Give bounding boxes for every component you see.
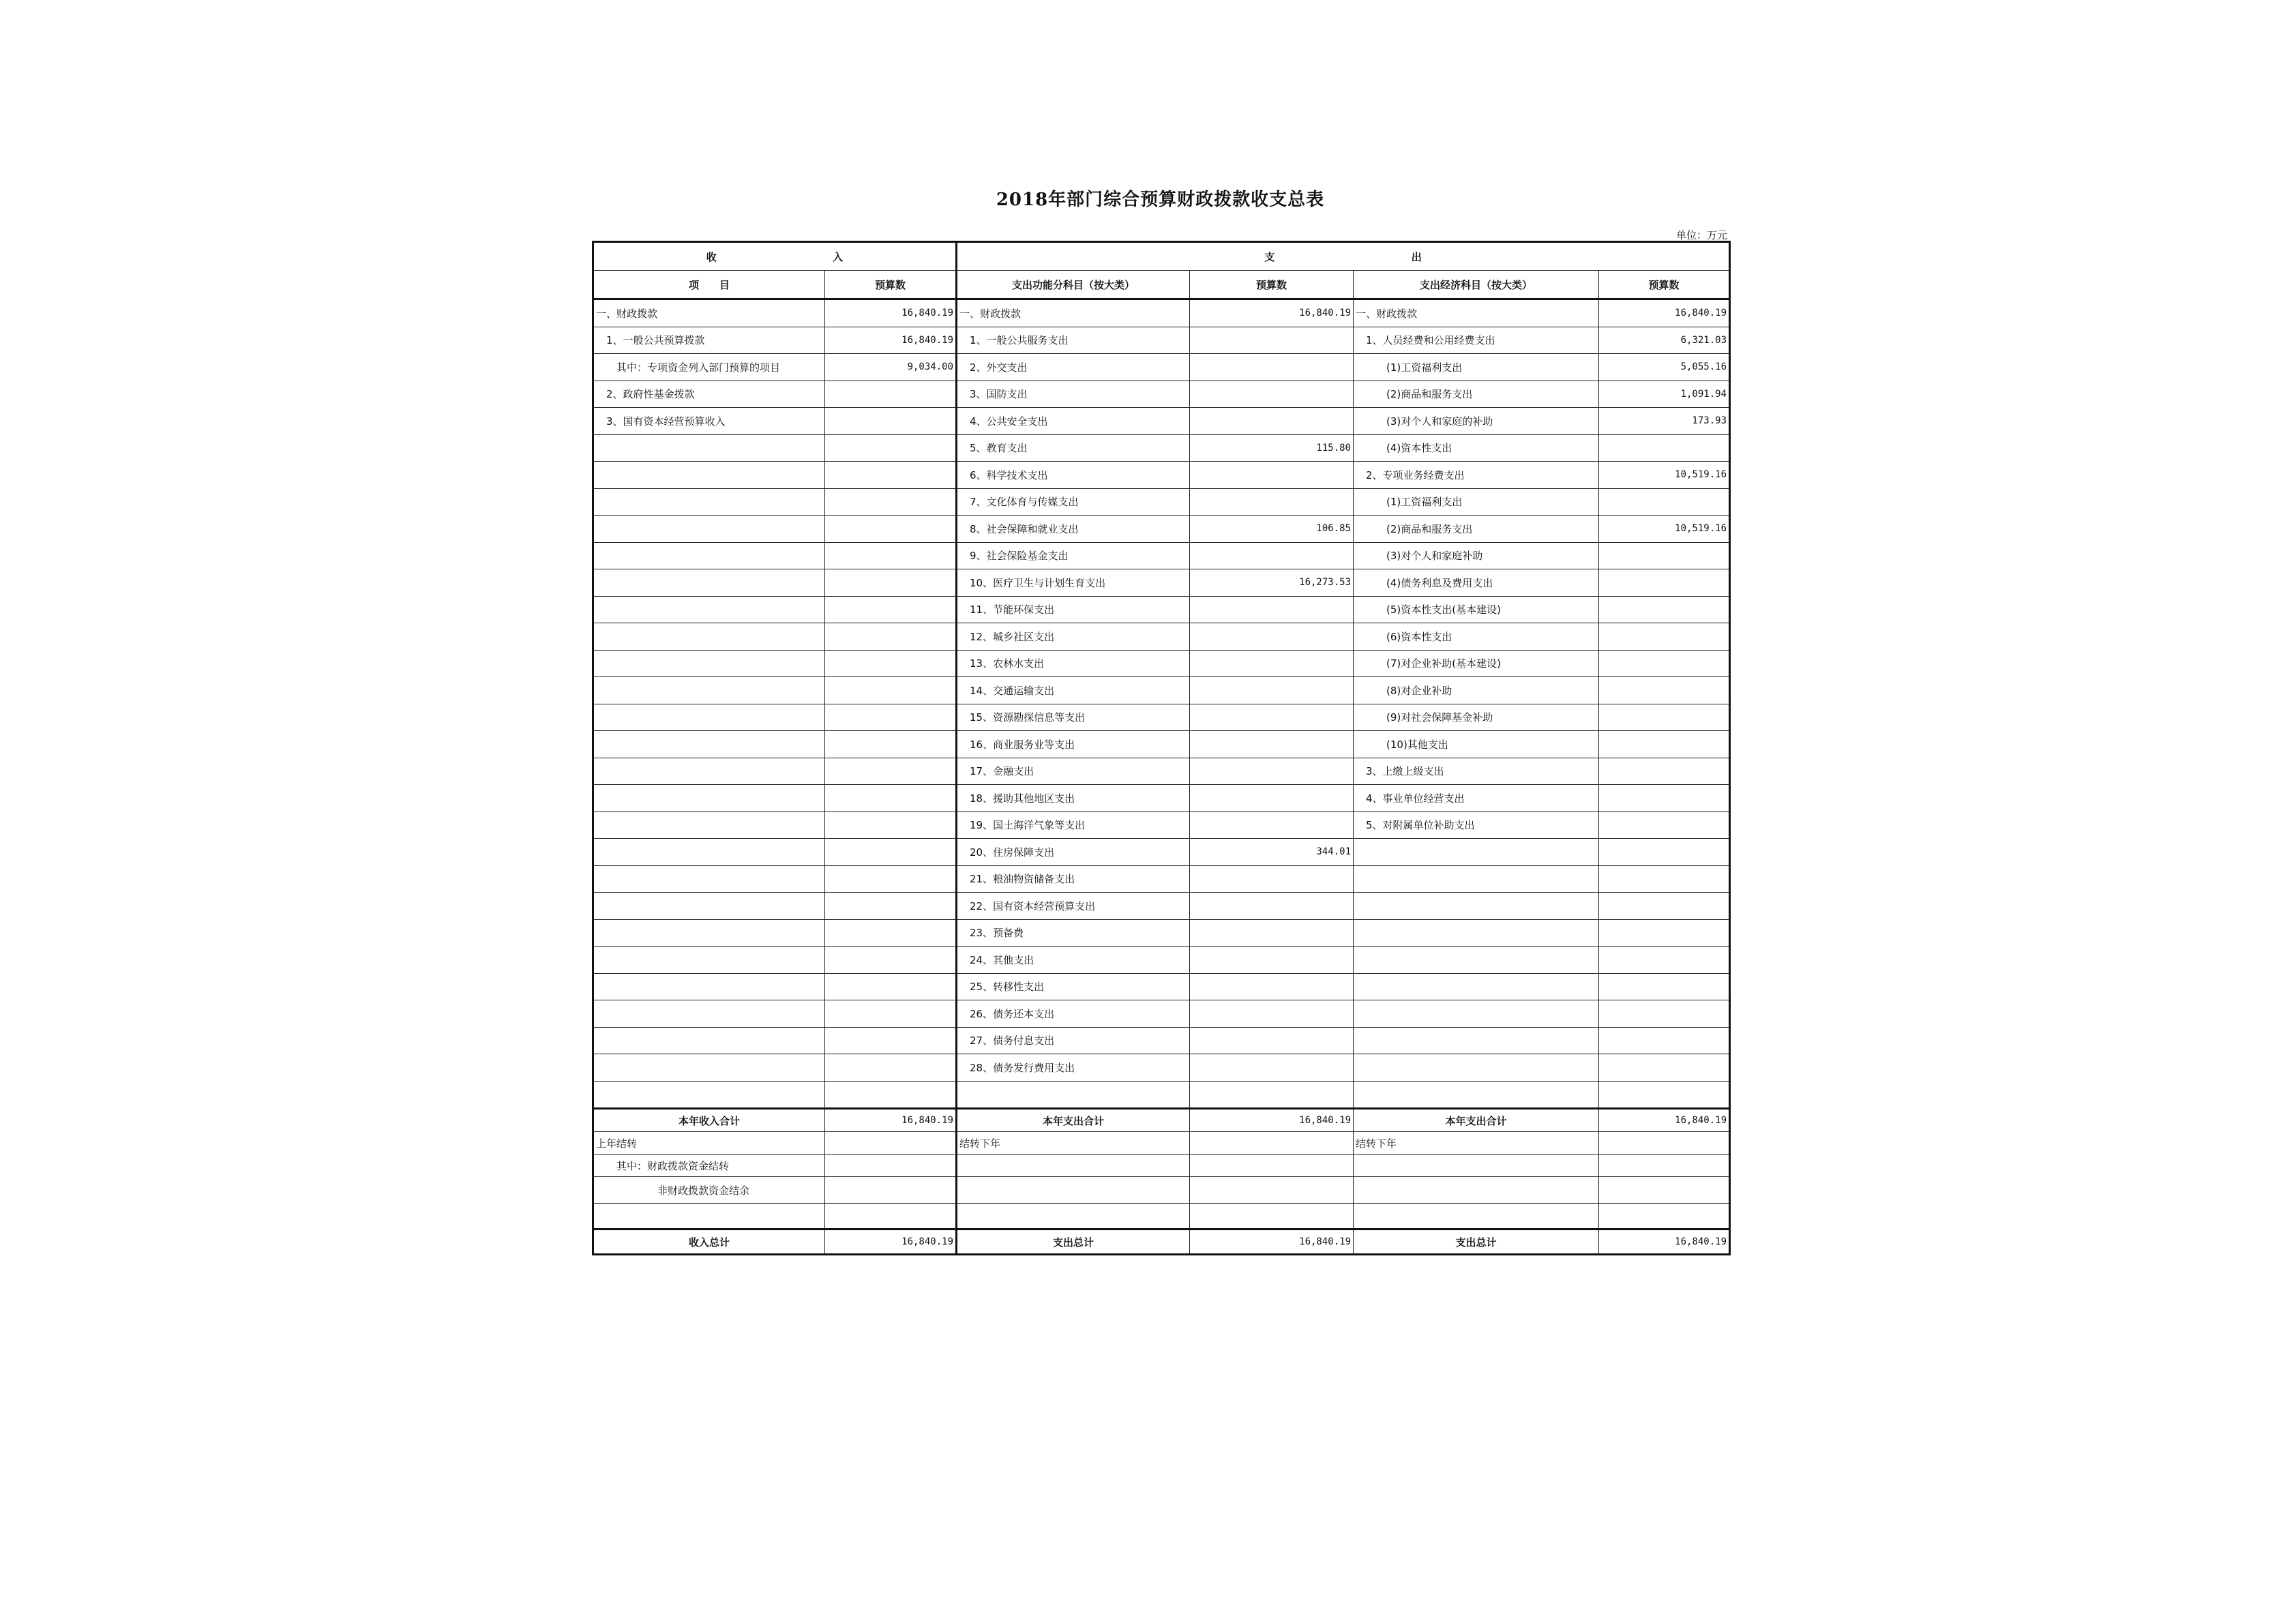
- table-func-item: 11、节能环保支出: [957, 596, 1190, 623]
- tail-income-item: 非财政拨款资金结余: [593, 1177, 825, 1204]
- table-income-item: [593, 839, 825, 866]
- table-econ-item: [1354, 947, 1599, 974]
- header-row: [593, 271, 1730, 299]
- tail-income-budget: [825, 1155, 957, 1177]
- table-income-item: [593, 893, 825, 920]
- table-func-budget: [1190, 1081, 1354, 1109]
- table-func-budget: 115.80: [1190, 434, 1354, 462]
- table-econ-item: 4、事业单位经营支出: [1354, 785, 1599, 812]
- tail-income-budget: [825, 1177, 957, 1204]
- tail-econ-budget: [1599, 1177, 1730, 1204]
- table-row: [593, 1054, 1730, 1082]
- table-income-item: [593, 919, 825, 947]
- table-econ-item: [1354, 1054, 1599, 1082]
- tail-func-budget: [1190, 1177, 1354, 1204]
- grand-total-income-label: 收入总计: [593, 1230, 825, 1255]
- table-func-item: 17、金融支出: [957, 758, 1190, 785]
- table-func-item: 19、国土海洋气象等支出: [957, 812, 1190, 839]
- year-total-income-label: 本年收入合计: [593, 1109, 825, 1132]
- table-income-item: 1、一般公共预算拨款: [593, 327, 825, 354]
- table-econ-budget: [1599, 785, 1730, 812]
- table-econ-budget: 10,519.16: [1599, 516, 1730, 543]
- table-econ-budget: [1599, 893, 1730, 920]
- table-econ-budget: [1599, 973, 1730, 1000]
- table-row: [593, 488, 1730, 516]
- year-total-econ-value: 16,840.19: [1599, 1109, 1730, 1132]
- table-econ-item: (8)对企业补助: [1354, 677, 1599, 704]
- table-econ-budget: [1599, 758, 1730, 785]
- year-total-row: [593, 1109, 1730, 1132]
- table-func-budget: [1190, 919, 1354, 947]
- table-econ-item: (1)工资福利支出: [1354, 488, 1599, 516]
- table-econ-item: 一、财政拨款: [1354, 299, 1599, 327]
- table-income-item: 2、政府性基金拨款: [593, 381, 825, 408]
- table-row: [593, 462, 1730, 489]
- table-income-item: [593, 1027, 825, 1054]
- table-row: [593, 677, 1730, 704]
- table-income-item: 3、国有资本经营预算收入: [593, 408, 825, 435]
- table-func-item: 24、其他支出: [957, 947, 1190, 974]
- table-econ-budget: 1,091.94: [1599, 381, 1730, 408]
- expense-band-a: 支: [1264, 250, 1275, 263]
- table-econ-budget: 6,321.03: [1599, 327, 1730, 354]
- table-income-item: [593, 542, 825, 569]
- table-econ-budget: [1599, 812, 1730, 839]
- header-econ: 支出经济科目（按大类）: [1354, 271, 1599, 299]
- table-income-budget: 16,840.19: [825, 327, 957, 354]
- table-func-item: 12、城乡社区支出: [957, 623, 1190, 651]
- table-func-item: 10、医疗卫生与计划生育支出: [957, 569, 1190, 597]
- table-func-budget: [1190, 327, 1354, 354]
- table-econ-item: [1354, 919, 1599, 947]
- tail-row: [593, 1204, 1730, 1230]
- table-econ-budget: [1599, 731, 1730, 758]
- table-income-item: [593, 1000, 825, 1028]
- table-func-budget: [1190, 408, 1354, 435]
- table-func-budget: [1190, 947, 1354, 974]
- tail-econ-budget: [1599, 1155, 1730, 1177]
- table-func-item: 2、外交支出: [957, 354, 1190, 381]
- table-econ-item: [1354, 1081, 1599, 1109]
- table-func-item: 18、援助其他地区支出: [957, 785, 1190, 812]
- table-income-item: 一、财政拨款: [593, 299, 825, 327]
- table-econ-item: (2)商品和服务支出: [1354, 516, 1599, 543]
- table-econ-item: (10)其他支出: [1354, 731, 1599, 758]
- table-income-budget: [825, 1027, 957, 1054]
- table-func-budget: [1190, 596, 1354, 623]
- tail-func-item: 结转下年: [957, 1132, 1190, 1155]
- tail-econ-item: 结转下年: [1354, 1132, 1599, 1155]
- table-income-budget: [825, 1054, 957, 1082]
- grand-total-row: [593, 1230, 1730, 1255]
- table-econ-item: (7)对企业补助(基本建设): [1354, 650, 1599, 677]
- table-row: [593, 596, 1730, 623]
- table-income-budget: [825, 408, 957, 435]
- table-income-item: [593, 947, 825, 974]
- table-income-item: [593, 462, 825, 489]
- table-income-item: 其中：专项资金列入部门预算的项目: [593, 354, 825, 381]
- table-func-item: 22、国有资本经营预算支出: [957, 893, 1190, 920]
- tail-income-budget: [825, 1204, 957, 1230]
- tail-func-budget: [1190, 1204, 1354, 1230]
- table-func-item: 25、转移性支出: [957, 973, 1190, 1000]
- table-econ-item: (4)债务利息及费用支出: [1354, 569, 1599, 597]
- table-func-budget: [1190, 462, 1354, 489]
- table-func-budget: 16,273.53: [1190, 569, 1354, 597]
- table-func-budget: [1190, 704, 1354, 731]
- table-income-budget: [825, 650, 957, 677]
- table-func-item: 13、农林水支出: [957, 650, 1190, 677]
- tail-econ-item: [1354, 1155, 1599, 1177]
- year-total-func-label: 本年支出合计: [957, 1109, 1190, 1132]
- table-econ-budget: [1599, 919, 1730, 947]
- page-title: 2018年部门综合预算财政拨款收支总表: [996, 190, 1325, 210]
- expense-band: [957, 242, 1730, 271]
- table-func-budget: [1190, 354, 1354, 381]
- table-func-budget: [1190, 542, 1354, 569]
- table-func-item: 15、资源勘探信息等支出: [957, 704, 1190, 731]
- table-income-budget: [825, 381, 957, 408]
- table-income-item: [593, 569, 825, 597]
- grand-total-econ-value: 16,840.19: [1599, 1230, 1730, 1255]
- tail-econ-item: [1354, 1204, 1599, 1230]
- table-func-item: 26、债务还本支出: [957, 1000, 1190, 1028]
- table-econ-budget: [1599, 839, 1730, 866]
- year-total-income-value: 16,840.19: [825, 1109, 957, 1132]
- table-econ-budget: [1599, 596, 1730, 623]
- table-econ-item: (3)对个人和家庭的补助: [1354, 408, 1599, 435]
- table-row: [593, 731, 1730, 758]
- table-func-budget: [1190, 623, 1354, 651]
- table-func-budget: [1190, 812, 1354, 839]
- table-row: [593, 865, 1730, 893]
- table-income-budget: [825, 1081, 957, 1109]
- table-income-budget: [825, 596, 957, 623]
- table-func-item: 5、教育支出: [957, 434, 1190, 462]
- table-econ-item: [1354, 1000, 1599, 1028]
- table-row: [593, 569, 1730, 597]
- table-income-budget: [825, 704, 957, 731]
- tail-income-budget: [825, 1132, 957, 1155]
- table-func-item: 16、商业服务业等支出: [957, 731, 1190, 758]
- table-func-item: 23、预备费: [957, 919, 1190, 947]
- grand-total-func-label: 支出总计: [957, 1230, 1190, 1255]
- table-econ-budget: 10,519.16: [1599, 462, 1730, 489]
- tail-econ-budget: [1599, 1132, 1730, 1155]
- table-func-item: 1、一般公共服务支出: [957, 327, 1190, 354]
- table-econ-budget: [1599, 865, 1730, 893]
- table-func-item: 14、交通运输支出: [957, 677, 1190, 704]
- table-row: [593, 973, 1730, 1000]
- tail-func-budget: [1190, 1132, 1354, 1155]
- table-econ-budget: [1599, 488, 1730, 516]
- table-econ-budget: [1599, 1027, 1730, 1054]
- table-income-budget: [825, 488, 957, 516]
- table-func-item: 9、社会保险基金支出: [957, 542, 1190, 569]
- table-row: [593, 516, 1730, 543]
- grand-total-econ-label: 支出总计: [1354, 1230, 1599, 1255]
- table-row: [593, 408, 1730, 435]
- table-row: [593, 542, 1730, 569]
- table-income-budget: [825, 947, 957, 974]
- tail-income-item: 其中：财政拨款资金结转: [593, 1155, 825, 1177]
- table-income-item: [593, 785, 825, 812]
- year-total-econ-label: 本年支出合计: [1354, 1109, 1599, 1132]
- table-income-budget: 9,034.00: [825, 354, 957, 381]
- table-income-budget: [825, 569, 957, 597]
- tail-row: [593, 1155, 1730, 1177]
- table-income-budget: [825, 516, 957, 543]
- table-econ-item: 2、专项业务经费支出: [1354, 462, 1599, 489]
- tail-func-item: [957, 1204, 1190, 1230]
- table-income-item: [593, 623, 825, 651]
- tail-func-item: [957, 1155, 1190, 1177]
- table-row: [593, 1027, 1730, 1054]
- table-income-budget: [825, 865, 957, 893]
- table-func-budget: [1190, 893, 1354, 920]
- table-econ-budget: [1599, 1000, 1730, 1028]
- table-func-budget: [1190, 381, 1354, 408]
- band-row: [593, 242, 1730, 271]
- table-func-budget: [1190, 758, 1354, 785]
- tail-row: [593, 1177, 1730, 1204]
- table-econ-budget: [1599, 650, 1730, 677]
- unit-label: 单位：万元: [1675, 229, 1727, 241]
- table-income-budget: [825, 758, 957, 785]
- tail-row: [593, 1132, 1730, 1155]
- table-row: [593, 381, 1730, 408]
- table-func-budget: 16,840.19: [1190, 299, 1354, 327]
- tail-func-budget: [1190, 1155, 1354, 1177]
- table-func-budget: [1190, 1000, 1354, 1028]
- table-income-item: [593, 1081, 825, 1109]
- tail-func-item: [957, 1177, 1190, 1204]
- table-row: [593, 650, 1730, 677]
- table-row: [593, 354, 1730, 381]
- table-income-item: [593, 704, 825, 731]
- table-econ-budget: 16,840.19: [1599, 299, 1730, 327]
- table-income-budget: [825, 785, 957, 812]
- table-econ-item: [1354, 893, 1599, 920]
- table-econ-budget: [1599, 542, 1730, 569]
- header-item: 项 目: [593, 271, 825, 299]
- header-income-budget: 预算数: [825, 271, 957, 299]
- table-econ-item: 1、人员经费和公用经费支出: [1354, 327, 1599, 354]
- table-income-item: [593, 596, 825, 623]
- income-band-a: 收: [706, 250, 717, 263]
- income-band-b: 入: [833, 250, 844, 263]
- table-row: [593, 299, 1730, 327]
- header-func-budget: 预算数: [1190, 271, 1354, 299]
- table-func-item: 20、住房保障支出: [957, 839, 1190, 866]
- table-func-item: 3、国防支出: [957, 381, 1190, 408]
- table-income-budget: [825, 542, 957, 569]
- table-row: [593, 947, 1730, 974]
- table-func-item: [957, 1081, 1190, 1109]
- table-econ-item: (6)资本性支出: [1354, 623, 1599, 651]
- table-econ-item: (1)工资福利支出: [1354, 354, 1599, 381]
- table-func-budget: 106.85: [1190, 516, 1354, 543]
- table-row: [593, 785, 1730, 812]
- table-row: [593, 839, 1730, 866]
- table-econ-item: 5、对附属单位补助支出: [1354, 812, 1599, 839]
- table-func-budget: [1190, 677, 1354, 704]
- table-income-item: [593, 488, 825, 516]
- table-func-budget: [1190, 731, 1354, 758]
- table-income-item: [593, 516, 825, 543]
- table-econ-item: [1354, 973, 1599, 1000]
- table-func-item: 28、债务发行费用支出: [957, 1054, 1190, 1082]
- table-econ-item: [1354, 839, 1599, 866]
- table-income-budget: [825, 812, 957, 839]
- table-row: [593, 434, 1730, 462]
- table-econ-budget: [1599, 623, 1730, 651]
- table-func-budget: [1190, 785, 1354, 812]
- tail-income-item: [593, 1204, 825, 1230]
- table-func-item: 6、科学技术支出: [957, 462, 1190, 489]
- tail-econ-budget: [1599, 1204, 1730, 1230]
- table-income-item: [593, 758, 825, 785]
- table-row: [593, 919, 1730, 947]
- year-total-func-value: 16,840.19: [1190, 1109, 1354, 1132]
- table-func-item: 4、公共安全支出: [957, 408, 1190, 435]
- header-func: 支出功能分科目（按大类）: [957, 271, 1190, 299]
- table-income-budget: 16,840.19: [825, 299, 957, 327]
- table-row: [593, 1081, 1730, 1109]
- table-func-budget: [1190, 650, 1354, 677]
- table-row: [593, 758, 1730, 785]
- table-func-item: 8、社会保障和就业支出: [957, 516, 1190, 543]
- table-econ-item: (9)对社会保障基金补助: [1354, 704, 1599, 731]
- table-row: [593, 1000, 1730, 1028]
- grand-total-func-value: 16,840.19: [1190, 1230, 1354, 1255]
- table-row: [593, 327, 1730, 354]
- table-income-budget: [825, 919, 957, 947]
- table-income-item: [593, 1054, 825, 1082]
- table-func-budget: [1190, 488, 1354, 516]
- table-income-budget: [825, 731, 957, 758]
- table-func-item: 21、粮油物资储备支出: [957, 865, 1190, 893]
- expense-band-b: 出: [1411, 250, 1422, 263]
- table-func-budget: [1190, 973, 1354, 1000]
- table-row: [593, 704, 1730, 731]
- table-row: [593, 623, 1730, 651]
- table-income-budget: [825, 893, 957, 920]
- table-econ-budget: [1599, 434, 1730, 462]
- table-econ-budget: [1599, 677, 1730, 704]
- table-income-item: [593, 731, 825, 758]
- table-econ-budget: 5,055.16: [1599, 354, 1730, 381]
- table-econ-item: 3、上缴上级支出: [1354, 758, 1599, 785]
- table-income-item: [593, 650, 825, 677]
- table-income-budget: [825, 1000, 957, 1028]
- grand-total-income-value: 16,840.19: [825, 1230, 957, 1255]
- header-econ-budget: 预算数: [1599, 271, 1730, 299]
- table-income-budget: [825, 677, 957, 704]
- table-econ-budget: [1599, 569, 1730, 597]
- table-func-budget: [1190, 1054, 1354, 1082]
- table-func-item: 一、财政拨款: [957, 299, 1190, 327]
- table-func-item: 27、债务付息支出: [957, 1027, 1190, 1054]
- table-income-budget: [825, 434, 957, 462]
- table-income-item: [593, 677, 825, 704]
- budget-table: [592, 241, 1731, 1255]
- table-econ-item: (3)对个人和家庭补助: [1354, 542, 1599, 569]
- table-func-budget: [1190, 1027, 1354, 1054]
- table-econ-budget: [1599, 1054, 1730, 1082]
- table-econ-budget: 173.93: [1599, 408, 1730, 435]
- table-income-budget: [825, 623, 957, 651]
- table-income-item: [593, 812, 825, 839]
- table-row: [593, 812, 1730, 839]
- table-econ-item: [1354, 865, 1599, 893]
- income-band: [593, 242, 957, 271]
- tail-econ-item: [1354, 1177, 1599, 1204]
- table-func-budget: 344.01: [1190, 839, 1354, 866]
- table-income-budget: [825, 973, 957, 1000]
- table-econ-item: (5)资本性支出(基本建设): [1354, 596, 1599, 623]
- table-func-budget: [1190, 865, 1354, 893]
- table-econ-budget: [1599, 947, 1730, 974]
- table-income-budget: [825, 839, 957, 866]
- table-income-item: [593, 865, 825, 893]
- table-income-budget: [825, 462, 957, 489]
- table-econ-budget: [1599, 704, 1730, 731]
- table-econ-budget: [1599, 1081, 1730, 1109]
- table-econ-item: (2)商品和服务支出: [1354, 381, 1599, 408]
- table-func-item: 7、文化体育与传媒支出: [957, 488, 1190, 516]
- table-income-item: [593, 973, 825, 1000]
- table-econ-item: (4)资本性支出: [1354, 434, 1599, 462]
- tail-income-item: 上年结转: [593, 1132, 825, 1155]
- table-row: [593, 893, 1730, 920]
- table-econ-item: [1354, 1027, 1599, 1054]
- table-income-item: [593, 434, 825, 462]
